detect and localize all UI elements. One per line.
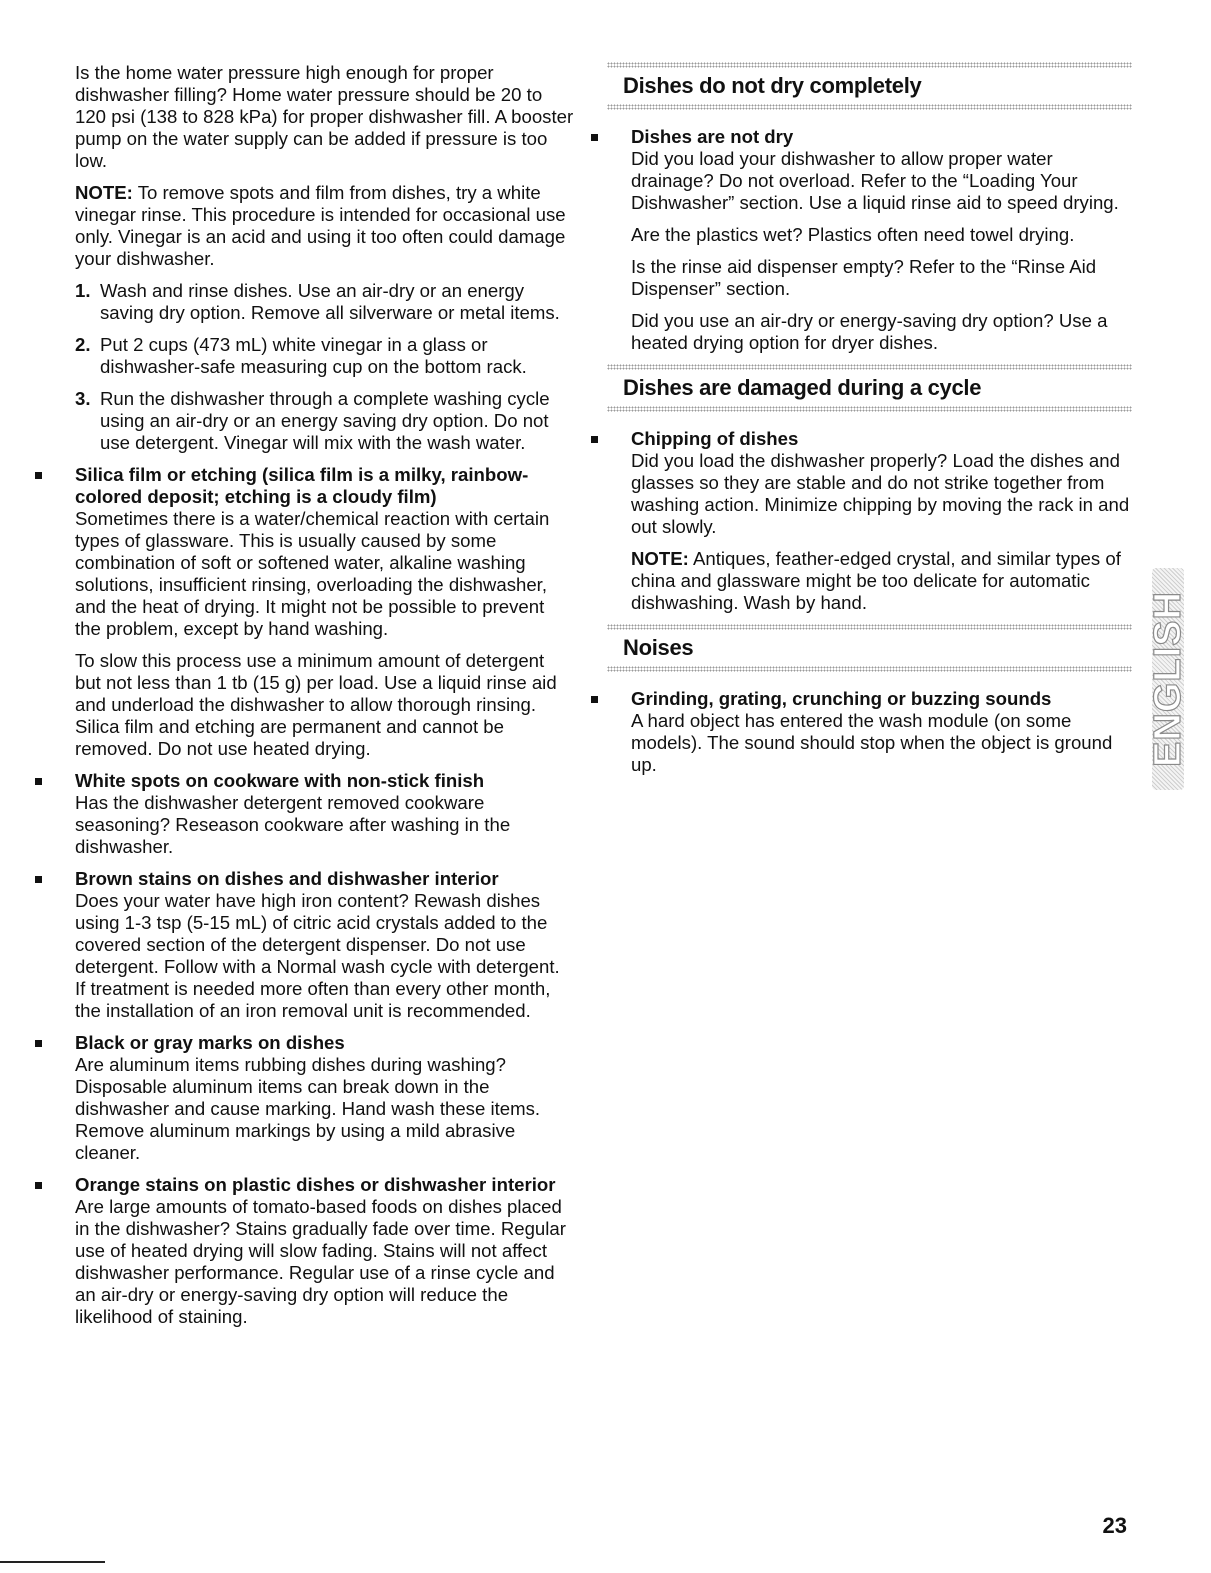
note-text: To remove spots and film from dishes, try a white vinegar rinse. This procedure is intended for occasional use only. Vinegar is an acid and using it too often could damage your dishwasher. (75, 182, 566, 269)
step-1 (75, 280, 575, 324)
step-number: 3. (75, 388, 91, 409)
bullet-title: Silica film or etching (silica film is a milky, rainbow-colored deposit; etching is a cloudy film) (75, 464, 529, 507)
bullet-paragraph: Did you use an air-dry or energy-saving dry option? Use a heated drying option for dryer dishes. (631, 310, 1108, 353)
bullet-paragraph: Are the plastics wet? Plastics often need towel drying. (631, 224, 1075, 245)
bullet-orange-stains (75, 1174, 575, 1328)
bullet-square-icon (35, 1040, 42, 1047)
bullet-square-icon (591, 436, 598, 443)
bullet-paragraph: Did you load the dishwasher properly? Load the dishes and glasses so they are stable and do not strike together from washing action. Minimize chipping by moving the rack in and out slowly. (631, 450, 1130, 537)
bullet-title: Orange stains on plastic dishes or dishwasher interior (75, 1174, 556, 1195)
bullet-paragraph: A hard object has entered the wash module (on some models). The sound should stop when the object is ground up. (631, 710, 1113, 775)
vinegar-rinse-note (75, 182, 575, 270)
footer-rule (0, 1561, 105, 1563)
bullet-dishes-not-dry (631, 126, 1132, 354)
bullet-paragraph: Did you load your dishwasher to allow proper water drainage? Do not overload. Refer to the “Loading Your Dishwasher” section. Use a liquid rinse aid to speed drying. (631, 148, 1119, 213)
bullet-paragraph: Are large amounts of tomato-based foods on dishes placed in the dishwasher? Stains gradually fade over time. Regular use of heated drying will slow fading. Stains will not affect dishwasher performance. Regular use of a rinse cycle and an air-dry or energy-saving dry option will reduce the likelihood of staining. (75, 1196, 566, 1327)
section-title: Dishes do not dry completely (623, 73, 922, 98)
bullet-title: White spots on cookware with non-stick finish (75, 770, 485, 791)
bullet-square-icon (591, 134, 598, 141)
note-label: NOTE: (631, 548, 689, 569)
bullet-grinding-sounds (631, 688, 1132, 776)
bullet-black-gray-marks (75, 1032, 575, 1164)
bullet-title: Black or gray marks on dishes (75, 1032, 345, 1053)
bullet-title: Brown stains on dishes and dishwasher interior (75, 868, 499, 889)
note-text: Antiques, feather-edged crystal, and similar types of china and glassware might be too delicate for automatic dishwashing. Wash by hand. (631, 548, 1121, 613)
step-text: Put 2 cups (473 mL) white vinegar in a glass or dishwasher-safe measuring cup on the bottom rack. (100, 334, 527, 377)
step-number: 2. (75, 334, 91, 355)
bullet-silica-film (75, 464, 575, 760)
dotted-rule (607, 104, 1132, 110)
bullet-square-icon (35, 778, 42, 785)
bullet-paragraph: To slow this process use a minimum amount of detergent but not less than 1 tb (15 g) per load. Use a liquid rinse aid and underload the dishwasher to allow thorough rinsing. Silica film and etching are permanent and cannot be removed. Do not use heated drying. (75, 650, 557, 759)
dotted-rule (607, 666, 1132, 672)
bullet-white-spots (75, 770, 575, 858)
bullet-square-icon (35, 876, 42, 883)
bullet-title: Grinding, grating, crunching or buzzing sounds (631, 688, 1052, 709)
bullet-brown-stains (75, 868, 575, 1022)
section-heading-noises (607, 624, 1132, 672)
water-pressure-paragraph: Is the home water pressure high enough for proper dishwasher filling? Home water pressure should be 20 to 120 psi (138 to 828 kPa) for proper dishwasher fill. A booster pump on the water supply can be added if pressure is too low. (75, 62, 574, 171)
step-2 (75, 334, 575, 378)
bullet-paragraph: Is the rinse aid dispenser empty? Refer to the “Rinse Aid Dispenser” section. (631, 256, 1097, 299)
bullet-chipping (631, 428, 1132, 614)
bullet-title: Dishes are not dry (631, 126, 794, 147)
bullet-square-icon (591, 696, 598, 703)
dotted-rule (607, 406, 1132, 412)
section-title: Noises (623, 635, 694, 660)
language-side-tab (1147, 568, 1189, 790)
step-3 (75, 388, 575, 454)
bullet-paragraph: Does your water have high iron content? Rewash dishes using 1-3 tsp (5-15 mL) of citric acid crystals added to the covered section of the detergent dispenser. Do not use detergent. Follow with a Normal wash cycle with detergent. If treatment is needed more often than every other month, the installation of an iron removal unit is recommended. (75, 890, 560, 1021)
bullet-paragraph: Has the dishwasher detergent removed cookware seasoning? Reseason cookware after washing in the dishwasher. (75, 792, 511, 857)
language-tab-label: ENGLISH (1147, 591, 1189, 767)
page-number: 23 (1102, 1513, 1127, 1538)
step-text: Run the dishwasher through a complete washing cycle using an air-dry or an energy saving dry option. Do not use detergent. Vinegar will mix with the wash water. (100, 388, 550, 453)
bullet-paragraph: Are aluminum items rubbing dishes during washing? Disposable aluminum items can break down in the dishwasher and cause marking. Hand wash these items. Remove aluminum markings by using a mild abrasive cleaner. (75, 1054, 541, 1163)
section-heading-damaged (607, 364, 1132, 412)
bullet-square-icon (35, 1182, 42, 1189)
step-text: Wash and rinse dishes. Use an air-dry or an energy saving dry option. Remove all silverware or metal items. (100, 280, 560, 323)
note-label: NOTE: (75, 182, 133, 203)
right-column (607, 62, 1132, 786)
left-column (75, 62, 575, 1338)
bullet-square-icon (35, 472, 42, 479)
section-title: Dishes are damaged during a cycle (623, 375, 982, 400)
section-heading-dry (607, 62, 1132, 110)
chipping-note (631, 548, 1132, 614)
bullet-title: Chipping of dishes (631, 428, 799, 449)
step-number: 1. (75, 280, 91, 301)
bullet-paragraph: Sometimes there is a water/chemical reaction with certain types of glassware. This is usually caused by some combination of soft or softened water, alkaline washing solutions, insufficient rinsing, overloading the dishwasher, and the heat of drying. It might not be possible to prevent the problem, except by hand washing. (75, 508, 550, 639)
